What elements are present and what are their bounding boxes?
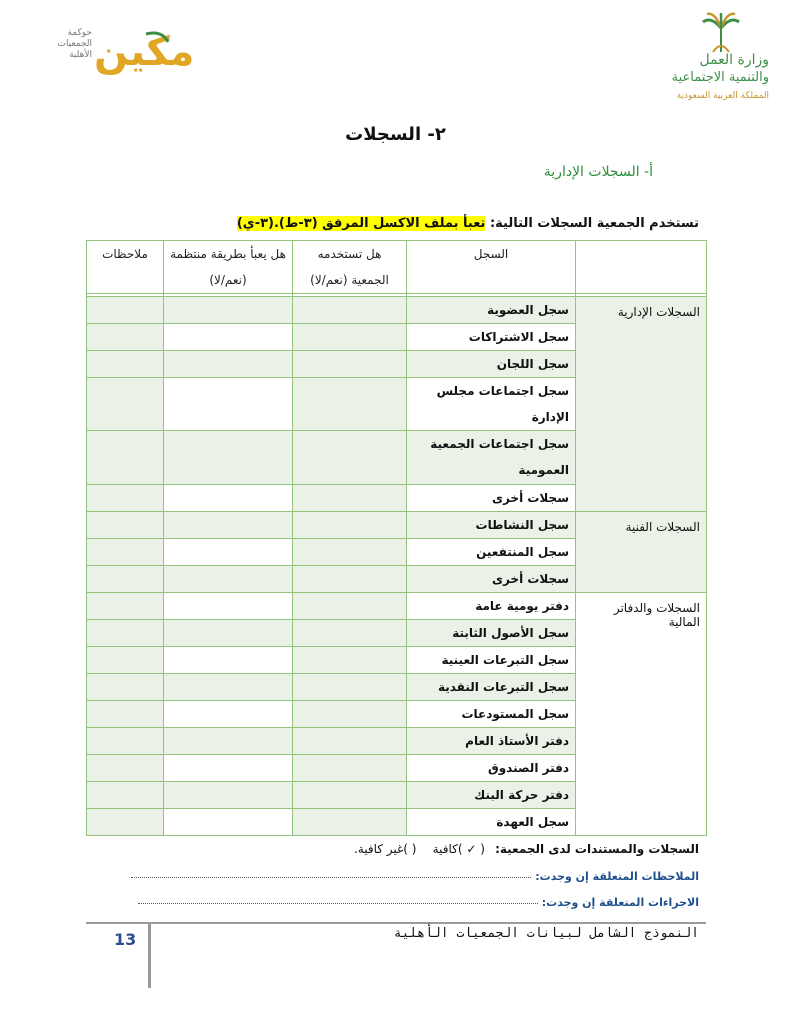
used-cell[interactable] xyxy=(293,378,407,431)
notes-cell[interactable] xyxy=(87,809,164,836)
notes-cell[interactable] xyxy=(87,324,164,351)
page-number: 13 xyxy=(114,930,137,949)
filled-cell[interactable] xyxy=(164,324,293,351)
notes-cell[interactable] xyxy=(87,378,164,431)
used-cell[interactable] xyxy=(293,701,407,728)
record-name: سجل الاشتراكات xyxy=(407,324,576,351)
notes-cell[interactable] xyxy=(87,431,164,485)
record-name: سجل المستودعات xyxy=(407,701,576,728)
record-name: سجل العهدة xyxy=(407,809,576,836)
actions-input-line[interactable] xyxy=(138,903,538,904)
record-name: سجل الأصول الثابتة xyxy=(407,620,576,647)
filled-cell[interactable] xyxy=(164,512,293,539)
ministry-logo xyxy=(659,12,769,102)
header-used: هل تستخدمه الجمعية (نعم/لا) xyxy=(293,241,407,294)
notes-cell[interactable] xyxy=(87,755,164,782)
filled-cell[interactable] xyxy=(164,620,293,647)
notes-cell[interactable] xyxy=(87,539,164,566)
footer-vertical-divider xyxy=(148,922,151,988)
record-name: سجل التبرعات العينية xyxy=(407,647,576,674)
used-cell[interactable] xyxy=(293,728,407,755)
brand-wordmark: مكين xyxy=(94,29,195,75)
filled-cell[interactable] xyxy=(164,647,293,674)
table-row xyxy=(87,593,707,620)
filled-cell[interactable] xyxy=(164,728,293,755)
record-name: سجل التبرعات النقدية xyxy=(407,674,576,701)
ministry-country: المملكة العربية السعودية xyxy=(676,91,769,101)
filled-cell[interactable] xyxy=(164,539,293,566)
group-label: السجلات والدفاتر المالية xyxy=(576,593,707,836)
actions-label: الاجراءات المتعلقة إن وجدت: xyxy=(541,896,699,909)
notes-cell[interactable] xyxy=(87,728,164,755)
used-cell[interactable] xyxy=(293,674,407,701)
status-sufficient-option[interactable]: ( ✓ )كافية xyxy=(432,842,485,856)
filled-cell[interactable] xyxy=(164,593,293,620)
used-cell[interactable] xyxy=(293,782,407,809)
intro-text: تستخدم الجمعية السجلات التالية: xyxy=(485,216,699,231)
notes-label: الملاحظات المتعلقة إن وجدت: xyxy=(535,870,699,883)
record-name: سجل العضوية xyxy=(407,297,576,324)
used-cell[interactable] xyxy=(293,755,407,782)
palm-icon xyxy=(701,12,741,54)
ministry-name-line2: والتنمية الاجتماعية xyxy=(671,70,769,85)
notes-cell[interactable] xyxy=(87,647,164,674)
record-name: دفتر يومية عامة xyxy=(407,593,576,620)
used-cell[interactable] xyxy=(293,593,407,620)
header-category xyxy=(576,241,707,294)
used-cell[interactable] xyxy=(293,566,407,593)
record-name: سجل اجتماعات الجمعية العمومية xyxy=(407,431,576,485)
filled-cell[interactable] xyxy=(164,566,293,593)
used-cell[interactable] xyxy=(293,647,407,674)
records-status xyxy=(348,842,699,856)
record-name: دفتر الصندوق xyxy=(407,755,576,782)
table-row xyxy=(87,512,707,539)
used-cell[interactable] xyxy=(293,324,407,351)
record-name: سجلات أخرى xyxy=(407,566,576,593)
group-label: السجلات الإدارية xyxy=(576,297,707,512)
filled-cell[interactable] xyxy=(164,674,293,701)
intro-highlight: تعبأ بملف الاكسل المرفق (٣-ط).(٣-ي) xyxy=(236,216,486,231)
used-cell[interactable] xyxy=(293,431,407,485)
notes-cell[interactable] xyxy=(87,566,164,593)
used-cell[interactable] xyxy=(293,485,407,512)
record-name: دفتر الأستاذ العام xyxy=(407,728,576,755)
used-cell[interactable] xyxy=(293,297,407,324)
footer-title: النموذج الشامل لبيانات الجمعيات الأهلية xyxy=(393,926,699,941)
used-cell[interactable] xyxy=(293,620,407,647)
table-header-row xyxy=(87,241,707,294)
notes-cell[interactable] xyxy=(87,485,164,512)
swoosh-icon xyxy=(92,28,170,78)
used-cell[interactable] xyxy=(293,512,407,539)
record-name: سجل اللجان xyxy=(407,351,576,378)
filled-cell[interactable] xyxy=(164,485,293,512)
record-name: دفتر حركة البنك xyxy=(407,782,576,809)
governance-text: حوكمة الجمعيات الأهلية xyxy=(57,28,92,60)
notes-line xyxy=(131,870,699,883)
status-insufficient-option[interactable]: ( )غير كافية. xyxy=(354,842,417,856)
header-filled: هل يعبأ بطريقة منتظمة (نعم/لا) xyxy=(164,241,293,294)
subsection-title: أ- السجلات الإدارية xyxy=(543,164,653,180)
filled-cell[interactable] xyxy=(164,701,293,728)
notes-cell[interactable] xyxy=(87,782,164,809)
status-label: السجلات والمستندات لدى الجمعية: xyxy=(495,842,699,856)
filled-cell[interactable] xyxy=(164,378,293,431)
makeen-logo xyxy=(52,28,195,83)
header-record: السجل xyxy=(407,241,576,294)
table-row xyxy=(87,297,707,324)
ministry-name-line1: وزارة العمل xyxy=(699,52,769,68)
record-name: سجلات أخرى xyxy=(407,485,576,512)
filled-cell[interactable] xyxy=(164,351,293,378)
section-title: ٢- السجلات xyxy=(345,124,446,145)
table-intro xyxy=(237,216,699,231)
notes-cell[interactable] xyxy=(87,593,164,620)
record-name: سجل المنتفعين xyxy=(407,539,576,566)
notes-cell[interactable] xyxy=(87,297,164,324)
notes-cell[interactable] xyxy=(87,701,164,728)
record-name: سجل النشاطات xyxy=(407,512,576,539)
used-cell[interactable] xyxy=(293,809,407,836)
filled-cell[interactable] xyxy=(164,809,293,836)
notes-cell[interactable] xyxy=(87,620,164,647)
footer-divider xyxy=(86,922,706,924)
filled-cell[interactable] xyxy=(164,431,293,485)
records-table xyxy=(86,240,707,836)
notes-cell[interactable] xyxy=(87,351,164,378)
filled-cell[interactable] xyxy=(164,297,293,324)
notes-cell[interactable] xyxy=(87,512,164,539)
filled-cell[interactable] xyxy=(164,755,293,782)
group-label: السجلات الفنية xyxy=(576,512,707,593)
notes-cell[interactable] xyxy=(87,674,164,701)
actions-line xyxy=(138,896,699,909)
used-cell[interactable] xyxy=(293,539,407,566)
used-cell[interactable] xyxy=(293,351,407,378)
filled-cell[interactable] xyxy=(164,782,293,809)
header-notes: ملاحظات xyxy=(87,241,164,294)
record-name: سجل اجتماعات مجلس الإدارة xyxy=(407,378,576,431)
notes-input-line[interactable] xyxy=(131,877,531,878)
